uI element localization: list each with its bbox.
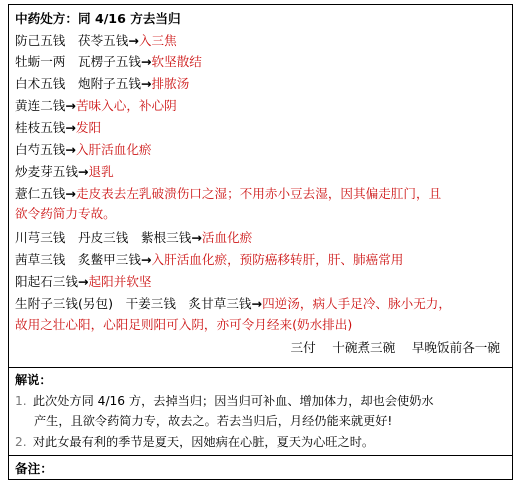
note-number: 1. <box>15 394 27 408</box>
herb-effect: 排脓汤 <box>151 76 190 91</box>
note-number: 2. <box>15 435 27 449</box>
arrow-icon: → <box>77 164 89 179</box>
herb-effect: 软坚散结 <box>151 54 202 69</box>
dosage-instruction: 三付 十碗煮三碗 早晚饭前各一碗 <box>290 340 500 355</box>
prescription-section <box>9 5 512 367</box>
herb-line <box>15 273 152 290</box>
arrow-icon: → <box>77 274 89 289</box>
herb-effect: 走皮表去左乳破溃伤口之湿；不用赤小豆去湿，因其偏走肛门，且 <box>75 186 442 201</box>
herb-line <box>15 97 177 114</box>
note-text-continued: 产生，且欲令药简力专，故去之。若去当归后，月经仍能来就更好! <box>34 414 393 428</box>
herb-effect-continued: 欲令药简力专故。 <box>15 206 116 221</box>
herb-names: 茜草三钱 炙鳖甲三钱 <box>15 252 141 267</box>
note-item <box>15 393 434 410</box>
herb-effect: 活血化瘀 <box>201 230 253 245</box>
remarks-title: 备注： <box>15 461 53 476</box>
arrow-icon: → <box>65 142 76 157</box>
herb-names: 薏仁五钱 <box>15 186 66 201</box>
herb-line <box>15 229 252 246</box>
remarks-section <box>9 455 512 479</box>
herb-names: 白芍五钱 <box>15 142 66 157</box>
arrow-icon: → <box>65 120 76 135</box>
arrow-icon: → <box>251 296 263 311</box>
herb-line <box>15 32 177 49</box>
herb-names: 防己五钱 茯苓五钱 <box>15 33 129 48</box>
herb-names: 生附子三钱(另包) 干姜三钱 炙甘草三钱 <box>15 296 252 311</box>
herb-line <box>15 119 101 136</box>
herb-effect: 起阳并软坚 <box>88 274 152 289</box>
prescription-table <box>8 4 513 480</box>
herb-names: 牡蛎一两 瓦楞子五钱 <box>15 54 141 69</box>
notes-section <box>9 367 512 456</box>
herb-line <box>15 141 152 158</box>
note-text: 此次处方同 4/16 方，去掉当归；因当归可补血、增加体力，却也会使奶水 <box>32 394 434 408</box>
note-item <box>15 434 374 451</box>
herb-names: 桂枝五钱 <box>15 120 66 135</box>
note-text: 对此女最有利的季节是夏天，因她病在心脏，夏天为心旺之时。 <box>32 435 375 449</box>
herb-effect: 苦味入心，补心阴 <box>75 98 177 113</box>
herb-names: 炒麦芽五钱 <box>15 164 78 179</box>
herb-effect: 入肝活血化瘀，预防癌移转肝，肝、肺癌常用 <box>151 252 404 267</box>
herb-names: 阳起石三钱 <box>15 274 78 289</box>
arrow-icon: → <box>140 54 152 69</box>
herb-line <box>15 295 451 312</box>
herb-line <box>15 53 202 70</box>
arrow-icon: → <box>191 230 202 245</box>
herb-effect: 入三焦 <box>138 33 177 48</box>
arrow-icon: → <box>65 98 76 113</box>
arrow-icon: → <box>140 252 152 267</box>
notes-title: 解说： <box>15 373 52 387</box>
herb-line <box>15 251 403 268</box>
herb-effect: 退乳 <box>88 164 114 179</box>
herb-names: 白术五钱 炮附子五钱 <box>15 76 141 91</box>
herb-names: 川芎三钱 丹皮三钱 紫根三钱 <box>15 230 192 245</box>
herb-names: 黄连二钱 <box>15 98 66 113</box>
herb-effect: 发阳 <box>75 120 102 135</box>
herb-line <box>15 75 189 92</box>
herb-effect: 四逆汤，病人手足冷、脉小无力， <box>262 296 451 311</box>
herb-line <box>15 185 441 202</box>
prescription-title: 中药处方：同 4/16 方去当归 <box>15 11 181 26</box>
herb-effect: 入肝活血化瘀 <box>75 142 152 157</box>
arrow-icon: → <box>140 76 152 91</box>
arrow-icon: → <box>128 33 139 48</box>
arrow-icon: → <box>65 186 76 201</box>
herb-effect-continued: 故用之壮心阳，心阳足则阳可入阴，亦可令月经来(奶水排出) <box>15 317 353 332</box>
herb-line <box>15 163 114 180</box>
